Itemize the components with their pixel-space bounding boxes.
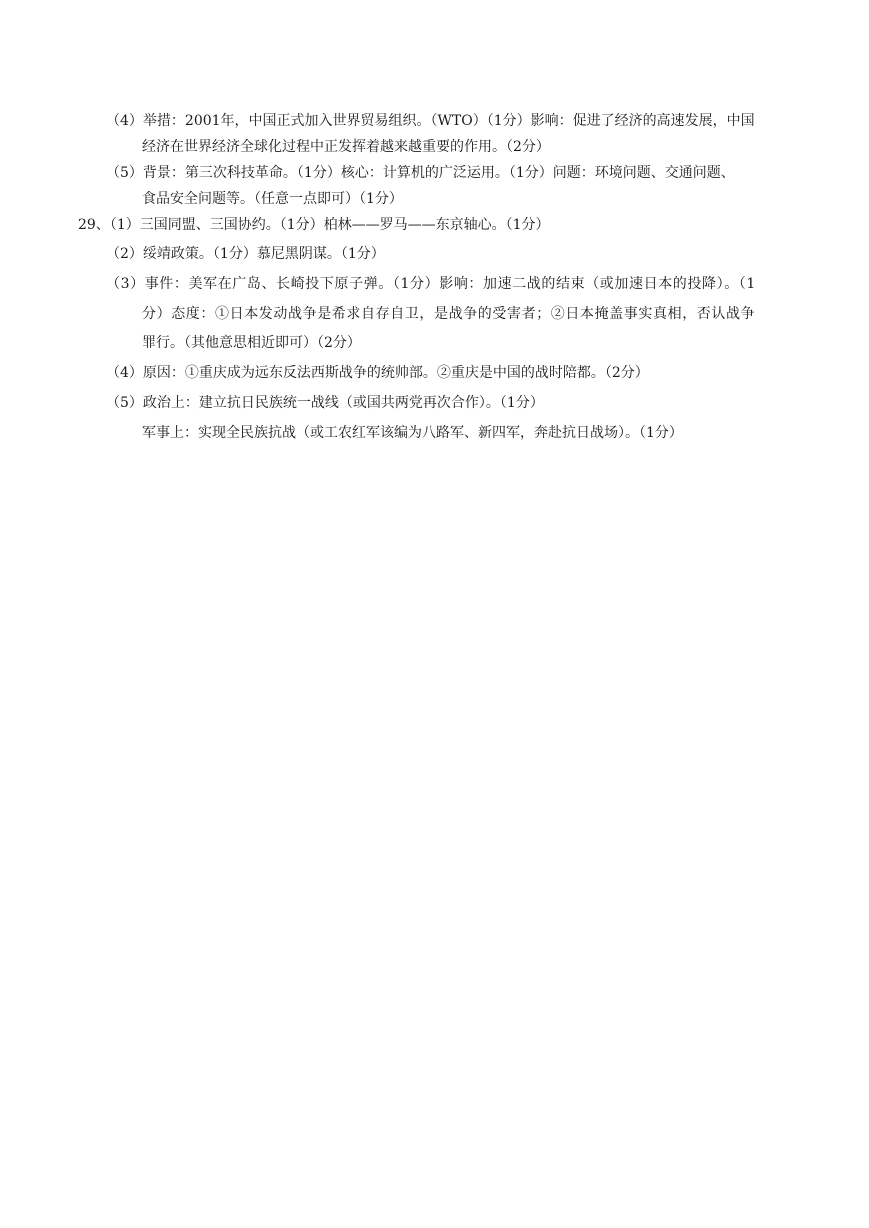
answer-line-29-3-attitude: 分）态度：①日本发动战争是希求自存自卫，是战争的受害者；②日本掩盖事实真相，否认战争: [142, 306, 756, 322]
answer-line-29-5-politics: （5）政治上：建立抗日民族统一战线（或国共两党再次合作）。（1分）: [106, 395, 544, 411]
answer-line-5-background: （5）背景：第三次科技革命。（1分）核心：计算机的广泛运用。（1分）问题：环境问题、交通问题、: [106, 165, 735, 181]
answer-line-29-5-military: 军事上：实现全民族抗战（或工农红军该编为八路军、新四军，奔赴抗日战场）。（1分）: [142, 425, 683, 441]
answer-line-29-3-event: （3）事件：美军在广岛、长崎投下原子弹。（1分）影响：加速二战的结束（或加速日本的投降）。（1: [106, 276, 756, 292]
answer-line-29-3-crime: 罪行。（其他意思相近即可）（2分）: [142, 335, 361, 351]
answer-line-29-2: （2）绥靖政策。（1分）慕尼黑阴谋。（1分）: [106, 246, 385, 262]
answer-line-29-1: 29、（1）三国同盟、三国协约。（1分）柏林——罗马——东京轴心。（1分）: [78, 217, 550, 233]
answer-line-4-effect: 经济在世界经济全球化过程中正发挥着越来越重要的作用。（2分）: [142, 139, 550, 155]
answer-line-29-4: （4）原因：①重庆成为远东反法西斯战争的统帅部。②重庆是中国的战时陪都。（2分）: [106, 365, 649, 381]
answer-line-4-measures: （4）举措：2001年，中国正式加入世界贸易组织。（WTO）（1分）影响：促进了经济的高速发展，中国: [106, 113, 755, 129]
answer-line-5-problems: 食品安全问题等。（任意一点即可）（1分）: [142, 191, 403, 207]
